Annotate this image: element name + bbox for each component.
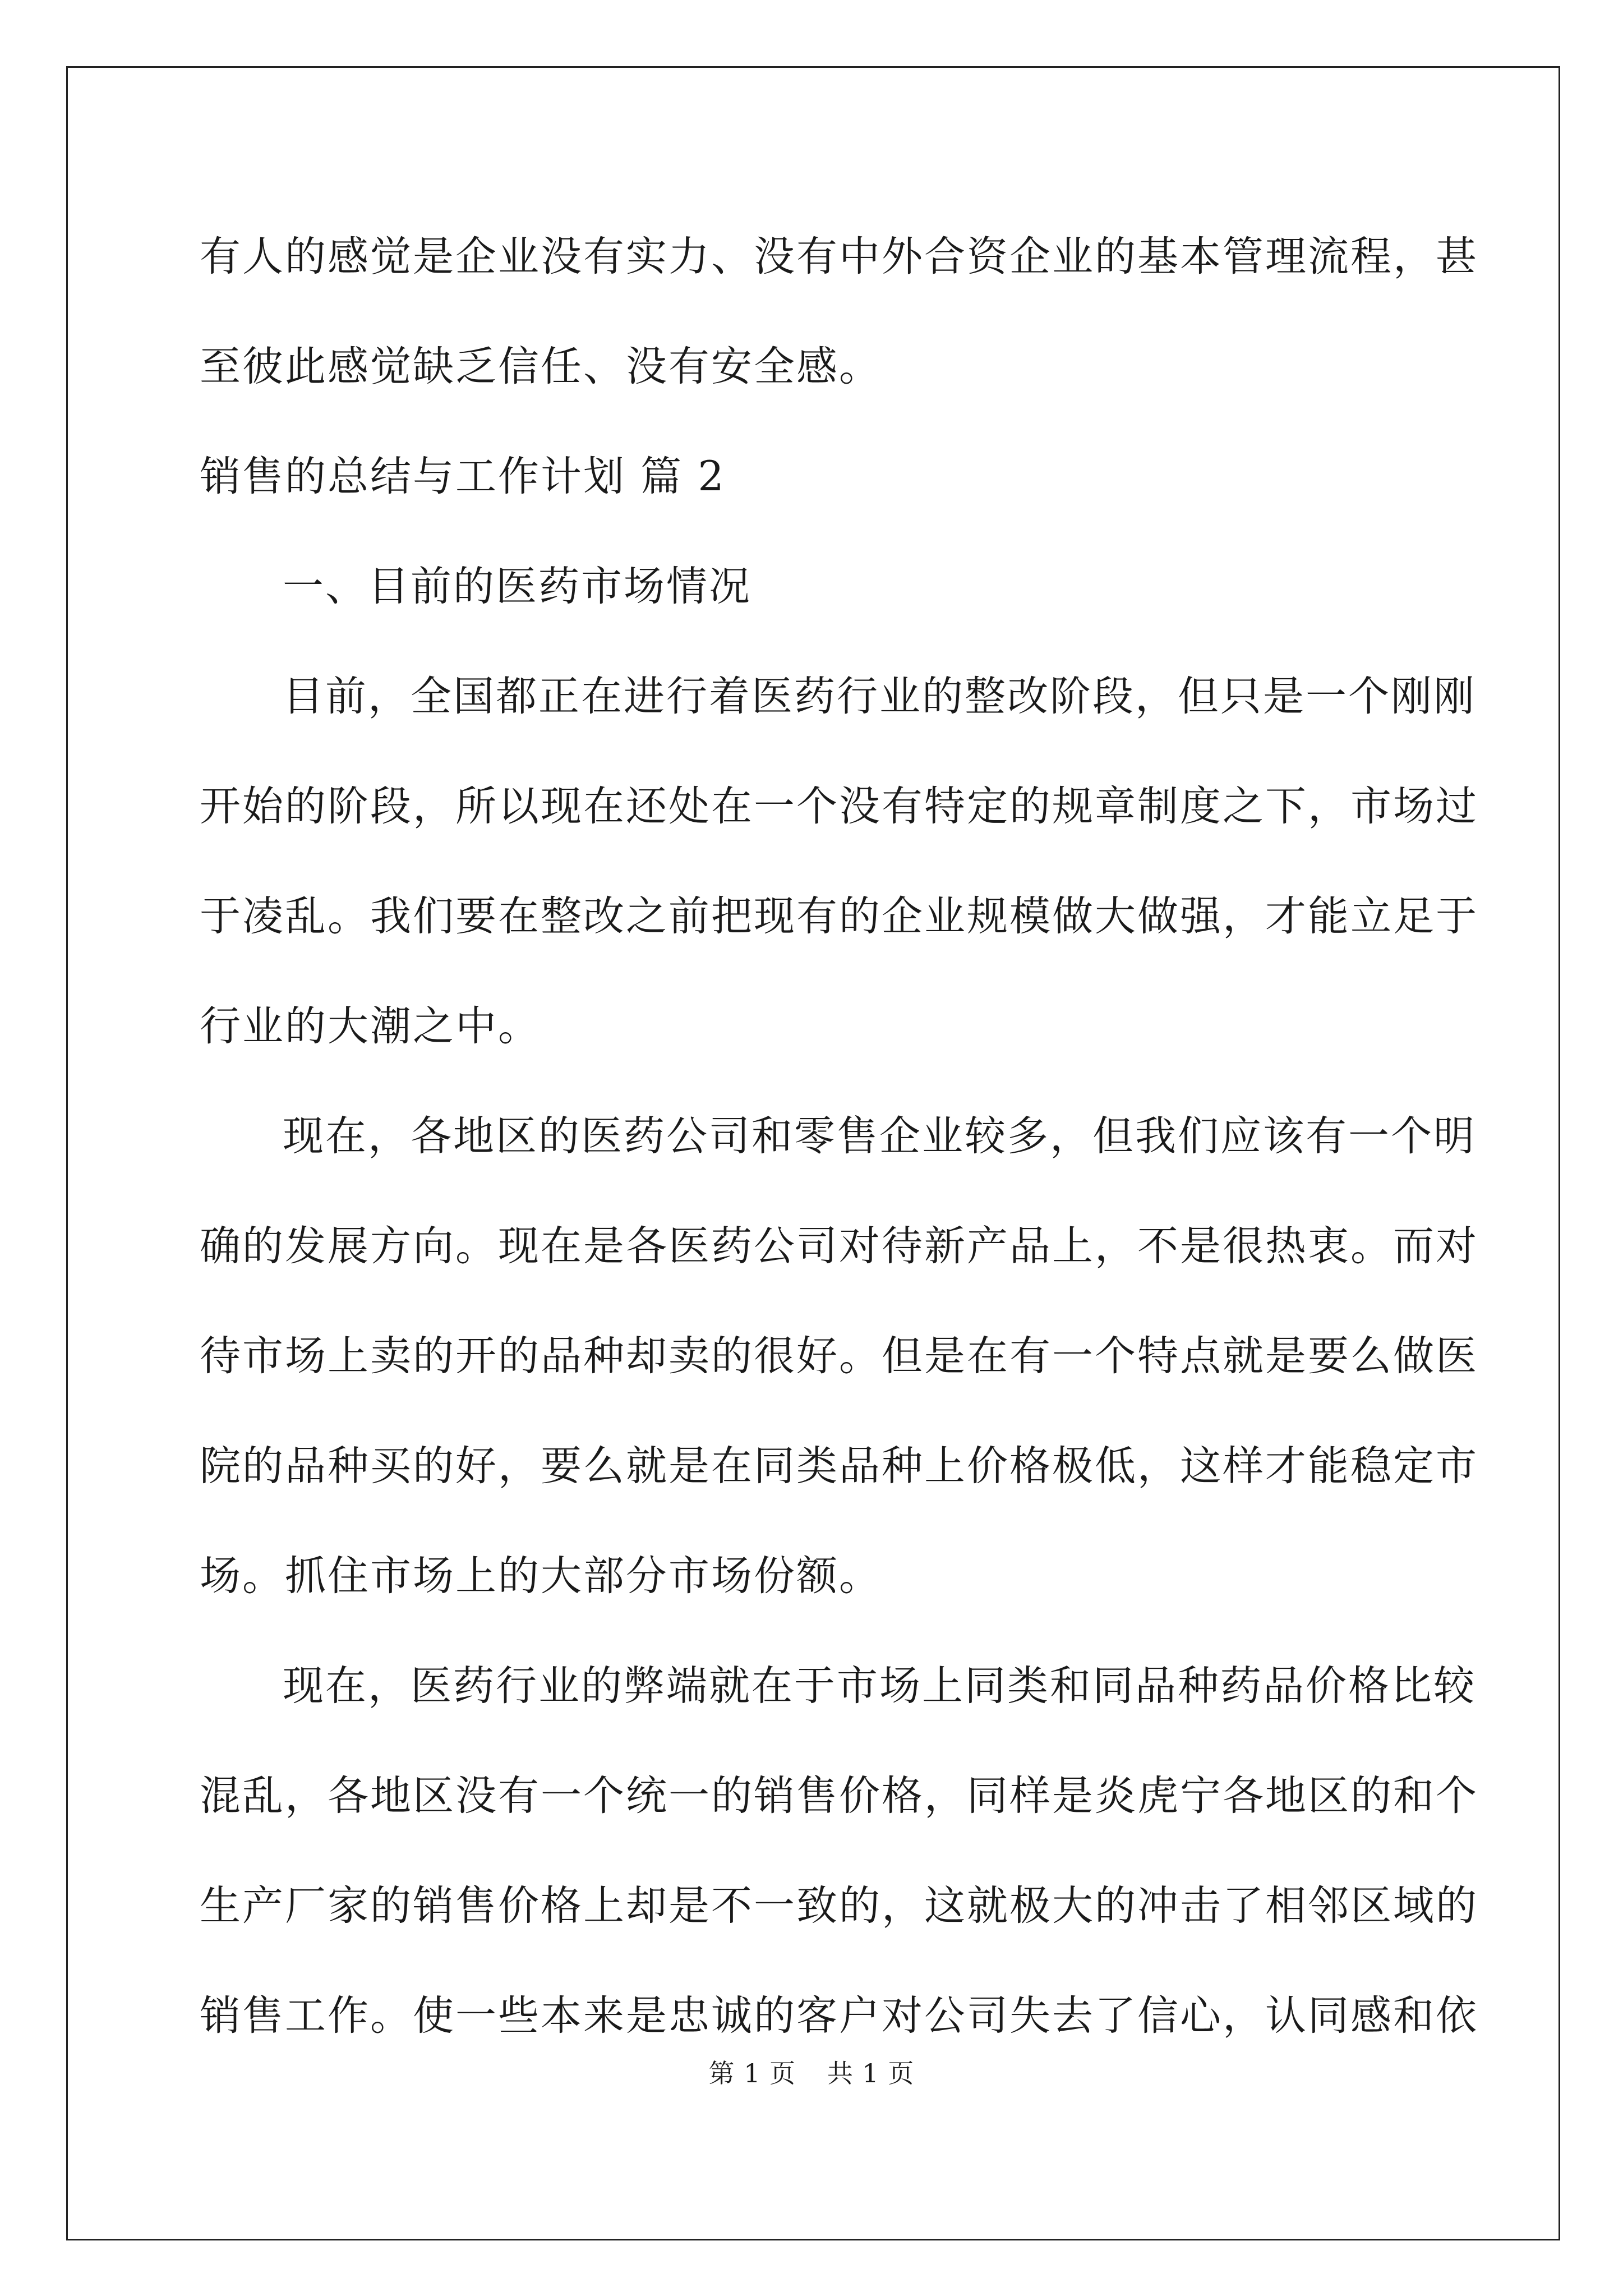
text-line: 场。抓住市场上的大部分市场份额。 — [200, 1552, 882, 1600]
section-heading: 销售的总结与工作计划 篇 2 — [200, 453, 726, 500]
page-total: 共 1 页 — [827, 2058, 915, 2088]
text-line: 现在，医药行业的弊端就在于市场上同类和同品种药品价格比较 — [283, 1662, 1476, 1710]
text-line: 行业的大潮之中。 — [200, 1002, 541, 1050]
text-line: 待市场上卖的开的品种却卖的很好。但是在有一个特点就是要么做医 — [200, 1332, 1478, 1380]
page-number: 第 1 页 — [708, 2058, 796, 2088]
text-line: 销售工作。使一些本来是忠诚的客户对公司失去了信心，认同感和依 — [200, 1992, 1478, 2040]
text-line: 开始的阶段，所以现在还处在一个没有特定的规章制度之下，市场过 — [200, 783, 1478, 830]
text-line: 现在，各地区的医药公司和零售企业较多，但我们应该有一个明 — [283, 1112, 1476, 1160]
text-line: 生产厂家的销售价格上却是不一致的，这就极大的冲击了相邻区域的 — [200, 1882, 1478, 1930]
text-line: 于凌乱。我们要在整改之前把现有的企业规模做大做强，才能立足于 — [200, 892, 1478, 940]
document-body — [200, 202, 1478, 2071]
text-line: 有人的感觉是企业没有实力、没有中外合资企业的基本管理流程，甚 — [200, 233, 1478, 280]
text-line: 目前，全国都正在进行着医药行业的整改阶段，但只是一个刚刚 — [283, 673, 1476, 720]
page-footer — [0, 2053, 1623, 2090]
text-line: 确的发展方向。现在是各医药公司对待新产品上，不是很热衷。而对 — [200, 1222, 1478, 1270]
text-line: 院的品种买的好，要么就是在同类品种上价格极低，这样才能稳定市 — [200, 1442, 1478, 1490]
text-line: 至彼此感觉缺乏信任、没有安全感。 — [200, 343, 882, 390]
subsection-heading: 一、目前的医药市场情况 — [283, 563, 751, 610]
text-line: 混乱，各地区没有一个统一的销售价格，同样是炎虎宁各地区的和个 — [200, 1772, 1478, 1820]
